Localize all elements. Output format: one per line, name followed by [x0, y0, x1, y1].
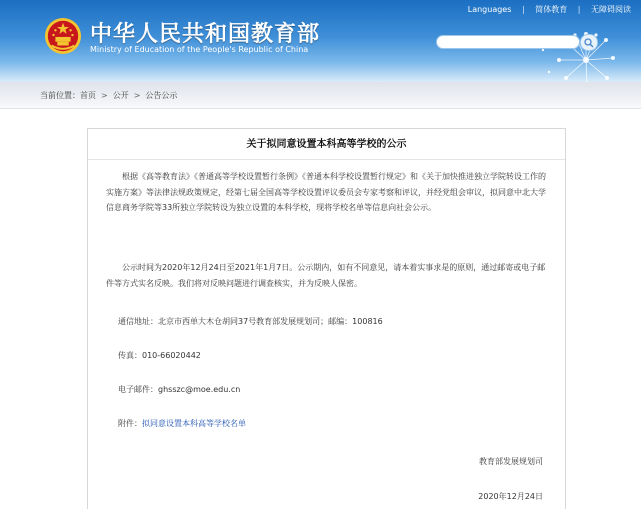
top-links [460, 4, 631, 15]
breadcrumb-home[interactable]: 首页 [80, 91, 96, 100]
search-input[interactable] [437, 44, 569, 56]
article-container [87, 128, 566, 509]
attachment-line [118, 418, 246, 429]
contact-email: 电子邮件：ghsszc@moe.edu.cn [118, 385, 241, 394]
languages-link[interactable]: Languages [467, 5, 512, 14]
search-icon [584, 38, 594, 48]
breadcrumb-bar [0, 82, 641, 109]
title-divider [88, 159, 565, 160]
site-title: 中华人民共和国教育部 [90, 22, 321, 47]
breadcrumb-announcements[interactable]: 公告公示 [145, 91, 178, 100]
contact-fax: 传真：010-66020442 [118, 351, 201, 360]
signature: 教育部发展规划司 [479, 457, 543, 466]
simplified-link[interactable]: 简体教育 [535, 5, 568, 14]
search-box [436, 35, 580, 49]
attachment-label: 附件： [118, 419, 142, 428]
contact-address: 通信地址：北京市西单大木仓胡同37号教育部发展规划司；邮编：100816 [118, 317, 383, 326]
article-paragraph-2: 公示时间为2020年12月24日至2021年1月7日。公示期内，如有不同意见，请本着实事求是的原则，通过邮寄或电子邮件等方式实名反映。我们将对反映问题进行调查核实，并为反映人保密。 [106, 263, 546, 288]
breadcrumb-separator: > [133, 91, 141, 100]
link-separator: | [577, 5, 581, 14]
link-separator: | [521, 5, 525, 14]
breadcrumb-separator: > [101, 91, 108, 100]
breadcrumb-label: 当前位置： [40, 91, 80, 100]
breadcrumb-public[interactable]: 公开 [112, 91, 129, 100]
breadcrumb [40, 90, 177, 101]
accessibility-link[interactable]: 无障碍阅读 [591, 5, 631, 14]
search-button[interactable] [580, 34, 598, 51]
attachment-link[interactable]: 拟同意设置本科高等学校名单 [142, 419, 246, 428]
article-paragraph-1: 根据《高等教育法》《普通高等学校设置暂行条例》《普通本科学校设置暂行规定》和《关于加快推进独立学院转设工作的实施方案》等法律法规政策规定，经第七届全国高等学校设置评议委员会专家考察和评议，并经党组会审议，拟同意中北大学信息商务学院等33所独立学院转设为独立设置的本科学校，现将学校名单等信息向社会公示。 [106, 172, 546, 212]
publish-date: 2020年12月24日 [478, 492, 543, 501]
national-emblem-icon [44, 17, 82, 55]
site-subtitle: Ministry of Education of the People's Republic of China [90, 45, 309, 54]
article-title: 关于拟同意设置本科高等学校的公示 [246, 139, 407, 150]
site-header [0, 0, 641, 82]
